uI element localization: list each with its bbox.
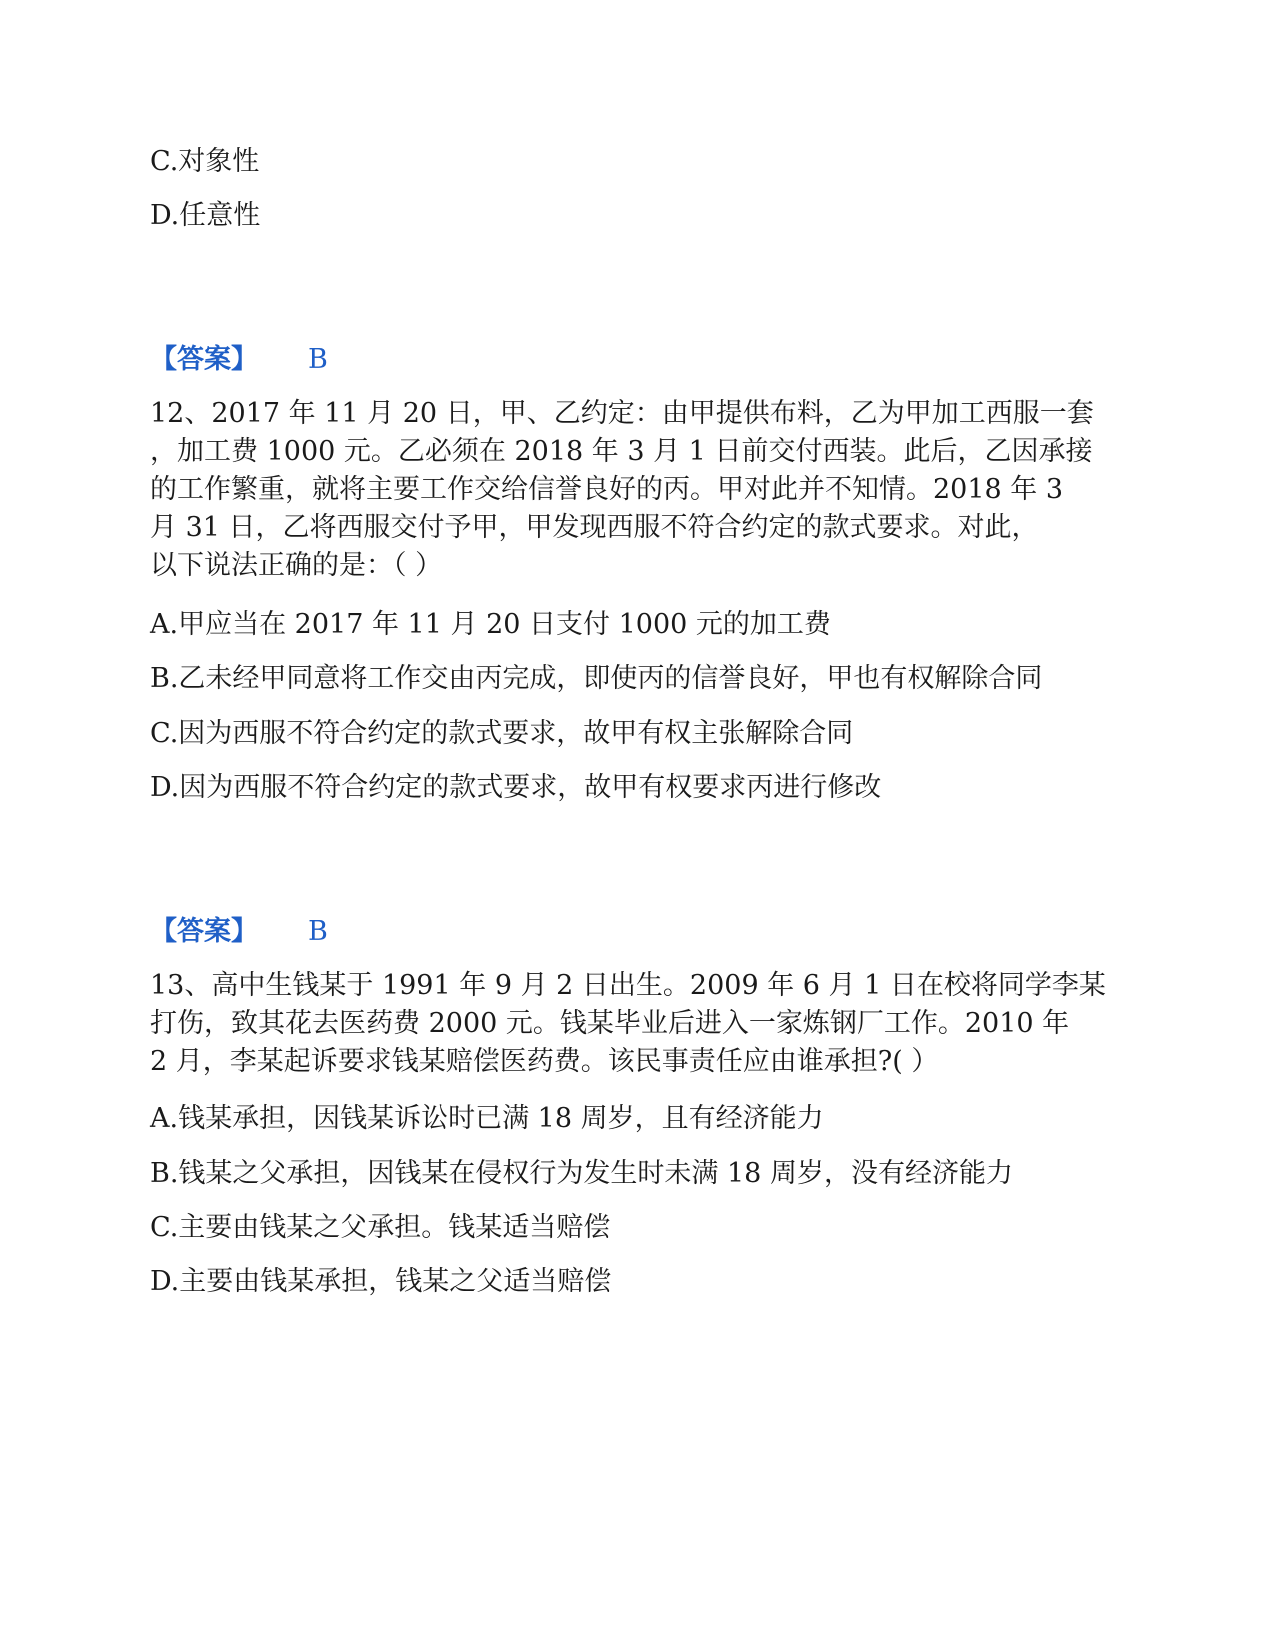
q11-option-c: C.对象性 bbox=[150, 146, 260, 177]
answer-tag: 【答案】 bbox=[150, 916, 258, 947]
q13-stem-line: 2 月，李某起诉要求钱某赔偿医药费。该民事责任应由谁承担?( ） bbox=[150, 1046, 939, 1077]
q13-option-a: A.钱某承担，因钱某诉讼时已满 18 周岁，且有经济能力 bbox=[150, 1103, 824, 1134]
q13-stem-line: 打伤，致其花去医药费 2000 元。钱某毕业后进入一家炼钢厂工作。2010 年 bbox=[150, 1008, 1070, 1039]
q13-option-b: B.钱某之父承担，因钱某在侵权行为发生时未满 18 周岁，没有经济能力 bbox=[150, 1158, 1013, 1189]
q13-option-c: C.主要由钱某之父承担。钱某适当赔偿 bbox=[150, 1212, 611, 1243]
q12-stem-line: ，加工费 1000 元。乙必须在 2018 年 3 月 1 日前交付西装。此后，乙因承接 bbox=[150, 436, 1093, 467]
q12-stem-line: 月 31 日，乙将西服交付予甲，甲发现西服不符合约定的款式要求。对此， bbox=[150, 512, 1039, 543]
q13-stem-line: 13、高中生钱某于 1991 年 9 月 2 日出生。2009 年 6 月 1 日在校将同学李某 bbox=[150, 970, 1106, 1001]
q12-stem-line: 以下说法正确的是：（ ） bbox=[150, 550, 443, 581]
answer-tag: 【答案】 bbox=[150, 344, 258, 375]
q12-option-c: C.因为西服不符合约定的款式要求，故甲有权主张解除合同 bbox=[150, 718, 854, 749]
q12-option-a: A.甲应当在 2017 年 11 月 20 日支付 1000 元的加工费 bbox=[150, 609, 831, 640]
q11-option-d: D.任意性 bbox=[150, 200, 261, 231]
q12-stem-line: 的工作繁重，就将主要工作交给信誉良好的丙。甲对此并不知情。2018 年 3 bbox=[150, 474, 1064, 505]
q13-option-d: D.主要由钱某承担，钱某之父适当赔偿 bbox=[150, 1266, 612, 1297]
q12-stem bbox=[150, 395, 1125, 585]
q12-option-b: B.乙未经甲同意将工作交由丙完成，即使丙的信誉良好，甲也有权解除合同 bbox=[150, 663, 1043, 694]
q12-option-d: D.因为西服不符合约定的款式要求，故甲有权要求丙进行修改 bbox=[150, 772, 882, 803]
answer-value: B bbox=[308, 344, 328, 375]
q12-stem-line: 12、2017 年 11 月 20 日，甲、乙约定：由甲提供布料，乙为甲加工西服一套 bbox=[150, 398, 1094, 429]
q13-stem bbox=[150, 967, 1125, 1081]
answer-value: B bbox=[308, 916, 328, 947]
q11-answer bbox=[150, 341, 328, 379]
q12-answer bbox=[150, 913, 328, 951]
